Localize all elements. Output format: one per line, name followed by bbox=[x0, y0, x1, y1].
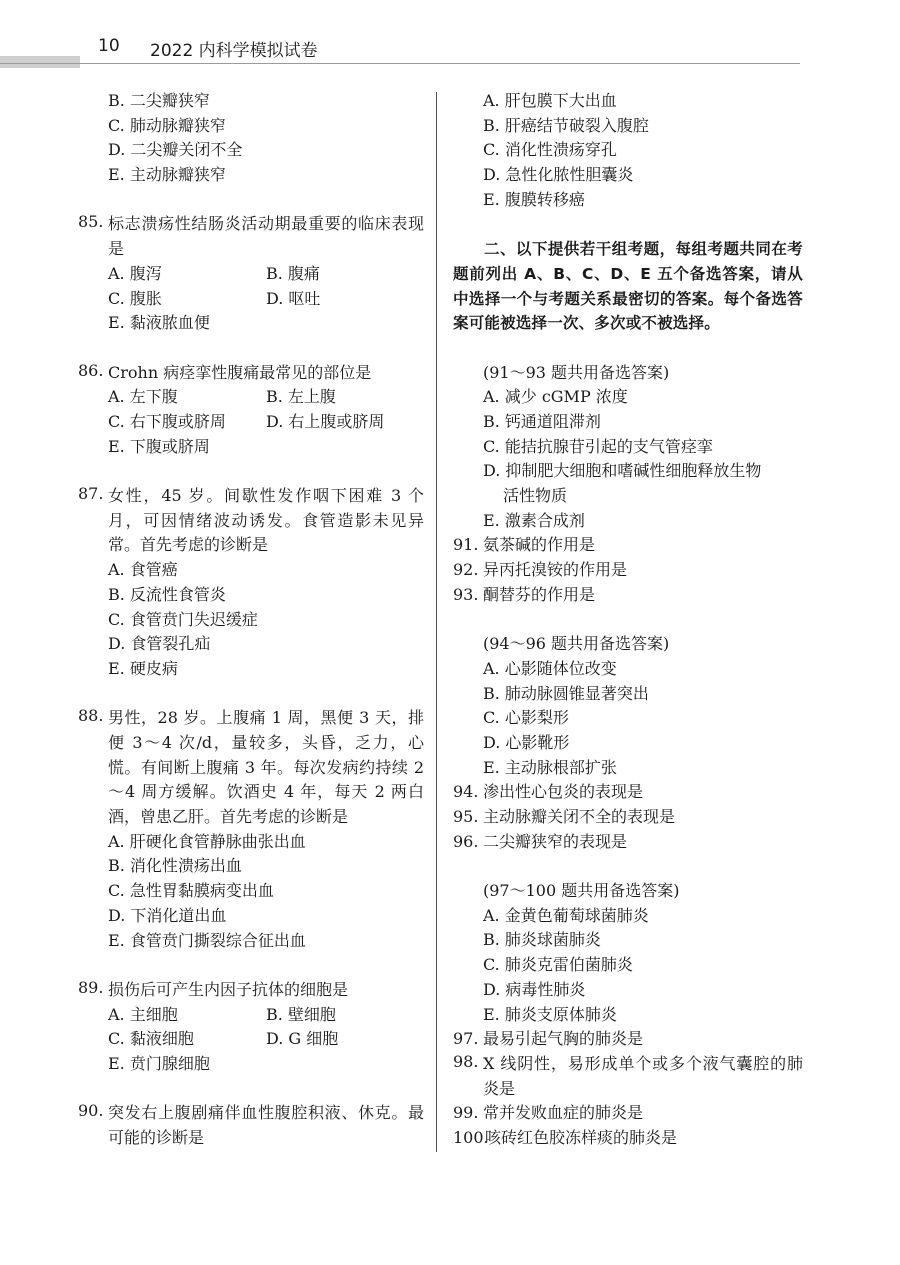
question-number: 86. bbox=[78, 360, 104, 380]
option-c: C. 消化性溃疡穿孔 bbox=[483, 140, 617, 160]
question-text: 标志溃疡性结肠炎活动期最重要的临床表现是 bbox=[108, 214, 424, 259]
answer-group-header: (94～96 题共用备选答案) bbox=[483, 634, 670, 654]
option-e: E. 腹膜转移癌 bbox=[483, 189, 585, 209]
option-c: C. 肺动脉瓣狭窄 bbox=[108, 115, 226, 135]
option-e: E. 肺炎支原体肺炎 bbox=[483, 1004, 617, 1024]
option-b: B. 左上腹 bbox=[266, 387, 336, 407]
option-c: C. 心影梨形 bbox=[483, 708, 569, 728]
question-98 bbox=[453, 1052, 803, 1101]
question-number: 90. bbox=[78, 1101, 104, 1121]
option-a: A. 肝硬化食管静脉曲张出血 bbox=[108, 831, 306, 851]
option-c: C. 急性胃黏膜病变出血 bbox=[108, 881, 274, 901]
option-c: C. 右下腹或脐周 bbox=[108, 411, 226, 431]
option-e: E. 黏液脓血便 bbox=[108, 313, 210, 333]
question-text: 二尖瓣狭窄的表现是 bbox=[483, 831, 628, 851]
question-text: X 线阴性，易形成单个或多个液气囊腔的肺炎是 bbox=[483, 1053, 803, 1098]
question-text: 异丙托溴铵的作用是 bbox=[483, 560, 628, 580]
question-text: 渗出性心包炎的表现是 bbox=[483, 782, 644, 802]
option-c: C. 腹胀 bbox=[108, 288, 162, 308]
option-a: A. 左下腹 bbox=[108, 387, 178, 407]
option-b: B. 肺炎球菌肺炎 bbox=[483, 930, 601, 950]
option-a: A. 心影随体位改变 bbox=[483, 658, 617, 678]
option-b: B. 二尖瓣狭窄 bbox=[108, 91, 210, 110]
option-row bbox=[78, 262, 424, 287]
option-e: E. 食管贲门撕裂综合征出血 bbox=[108, 930, 306, 950]
header-rule bbox=[0, 63, 800, 64]
option-d: D. 右上腹或脐周 bbox=[266, 411, 385, 431]
question-text: 咳砖红色胶冻样痰的肺炎是 bbox=[485, 1127, 678, 1147]
option-b: B. 反流性食管炎 bbox=[108, 584, 226, 604]
question-86 bbox=[78, 361, 424, 386]
header-band bbox=[0, 56, 80, 68]
option-d: D. 病毒性肺炎 bbox=[483, 979, 586, 999]
question-text: 损伤后可产生内因子抗体的细胞是 bbox=[108, 979, 349, 999]
question-number: 94. bbox=[453, 782, 479, 802]
option-d: D. G 细胞 bbox=[266, 1029, 339, 1049]
question-87 bbox=[78, 484, 424, 558]
question-95 bbox=[453, 805, 803, 830]
option-b: B. 肺动脉圆锥显著突出 bbox=[483, 683, 649, 703]
question-text: 突发右上腹剧痛伴血性腹腔积液、休克。最可能的诊断是 bbox=[108, 1103, 424, 1148]
question-93 bbox=[453, 583, 803, 608]
option-b: B. 消化性溃疡出血 bbox=[108, 856, 242, 876]
option-b: B. 钙通道阻滞剂 bbox=[483, 412, 601, 431]
option-b: B. 腹痛 bbox=[266, 263, 320, 283]
option-d: D. 抑制肥大细胞和嗜碱性细胞释放生物 bbox=[483, 461, 762, 481]
option-d: D. 二尖瓣关闭不全 bbox=[108, 140, 243, 160]
question-text: 氨茶碱的作用是 bbox=[483, 535, 596, 555]
question-91 bbox=[453, 533, 803, 558]
option-e: E. 下腹或脐周 bbox=[108, 436, 210, 456]
question-text: 主动脉瓣关闭不全的表现是 bbox=[483, 807, 676, 826]
question-96 bbox=[453, 830, 803, 855]
question-100 bbox=[453, 1126, 803, 1151]
option-d-continued: 活性物质 bbox=[503, 486, 568, 506]
section-title: 二、以下提供若干组考题，每组考题共同在考题前列出 A、B、C、D、E 五个备选答案，请从中选择一个与考题关系最密切的答案。每个备选答案可能被选择一次、多次或不被选择。 bbox=[453, 240, 803, 333]
answer-group-header: (97～100 题共用备选答案) bbox=[483, 881, 680, 901]
option-a: A. 腹泻 bbox=[108, 263, 162, 283]
question-number: 96. bbox=[453, 831, 479, 851]
question-number: 98. bbox=[453, 1051, 479, 1071]
question-99 bbox=[453, 1101, 803, 1126]
option-row bbox=[78, 287, 424, 312]
question-number: 95. bbox=[453, 807, 479, 826]
question-number: 92. bbox=[453, 560, 479, 580]
option-e: E. 主动脉根部扩张 bbox=[483, 757, 617, 777]
question-number: 97. bbox=[453, 1029, 479, 1049]
option-e: E. 激素合成剂 bbox=[483, 510, 585, 530]
option-d: D. 食管裂孔疝 bbox=[108, 634, 211, 654]
option-d: D. 呕吐 bbox=[266, 288, 321, 308]
question-number: 99. bbox=[453, 1103, 479, 1123]
option-a: A. 金黄色葡萄球菌肺炎 bbox=[483, 905, 649, 925]
option-a: A. 肝包膜下大出血 bbox=[483, 91, 617, 110]
question-92 bbox=[453, 558, 803, 583]
option-a: A. 减少 cGMP 浓度 bbox=[483, 387, 628, 407]
question-text: 男性，28 岁。上腹痛 1 周，黑便 3 天，排便 3～4 次/d，量较多，头昏，乏力，心慌。有间断上腹痛 3 年。每次发病约持续 2～4 周方缓解。饮酒史 4 年，每天 2 两白酒，曾患乙肝。首先考虑的诊断是 bbox=[108, 708, 424, 827]
question-text: 常并发败血症的肺炎是 bbox=[483, 1103, 644, 1123]
option-b: B. 壁细胞 bbox=[266, 1004, 336, 1024]
question-94 bbox=[453, 780, 803, 805]
question-number: 100. bbox=[453, 1127, 489, 1147]
question-number: 87. bbox=[78, 484, 104, 504]
question-text: 最易引起气胸的肺炎是 bbox=[483, 1029, 644, 1049]
option-e: E. 主动脉瓣狭窄 bbox=[108, 165, 226, 185]
question-number: 93. bbox=[453, 584, 479, 604]
option-a: A. 主细胞 bbox=[108, 1004, 178, 1024]
option-row bbox=[78, 385, 424, 410]
option-e: E. 硬皮病 bbox=[108, 658, 178, 678]
book-title: 2022 内科学模拟试卷 bbox=[150, 41, 318, 61]
page-number: 10 bbox=[98, 36, 120, 56]
question-90 bbox=[78, 1101, 424, 1150]
option-row bbox=[78, 1027, 424, 1052]
option-c: C. 黏液细胞 bbox=[108, 1029, 194, 1049]
answer-group-header: (91～93 题共用备选答案) bbox=[483, 362, 670, 382]
question-85 bbox=[78, 212, 424, 261]
option-d: D. 下消化道出血 bbox=[108, 905, 227, 925]
option-row bbox=[78, 1003, 424, 1028]
column-divider bbox=[436, 92, 437, 1152]
right-column bbox=[453, 89, 803, 1151]
option-d: D. 急性化脓性胆囊炎 bbox=[483, 165, 634, 185]
option-row bbox=[78, 410, 424, 435]
question-text: 女性，45 岁。间歇性发作咽下困难 3 个月，可因情绪波动诱发。食管造影未见异常。首先考虑的诊断是 bbox=[108, 486, 424, 555]
option-c: C. 能拮抗腺苷引起的支气管痉挛 bbox=[483, 436, 713, 456]
option-c: C. 食管贲门失迟缓症 bbox=[108, 609, 258, 629]
option-e: E. 贲门腺细胞 bbox=[108, 1054, 210, 1073]
question-89 bbox=[78, 978, 424, 1003]
question-88 bbox=[78, 706, 424, 830]
question-number: 88. bbox=[78, 706, 104, 726]
question-number: 91. bbox=[453, 535, 479, 555]
question-97 bbox=[453, 1027, 803, 1052]
option-a: A. 食管癌 bbox=[108, 560, 178, 580]
left-column bbox=[78, 89, 424, 1151]
question-text: 酮替芬的作用是 bbox=[483, 584, 596, 604]
option-c: C. 肺炎克雷伯菌肺炎 bbox=[483, 955, 633, 975]
option-d: D. 心影靴形 bbox=[483, 732, 570, 752]
question-text: Crohn 病痉挛性腹痛最常见的部位是 bbox=[108, 362, 372, 382]
question-number: 89. bbox=[78, 977, 104, 997]
question-number: 85. bbox=[78, 212, 104, 232]
option-b: B. 肝癌结节破裂入腹腔 bbox=[483, 115, 649, 135]
